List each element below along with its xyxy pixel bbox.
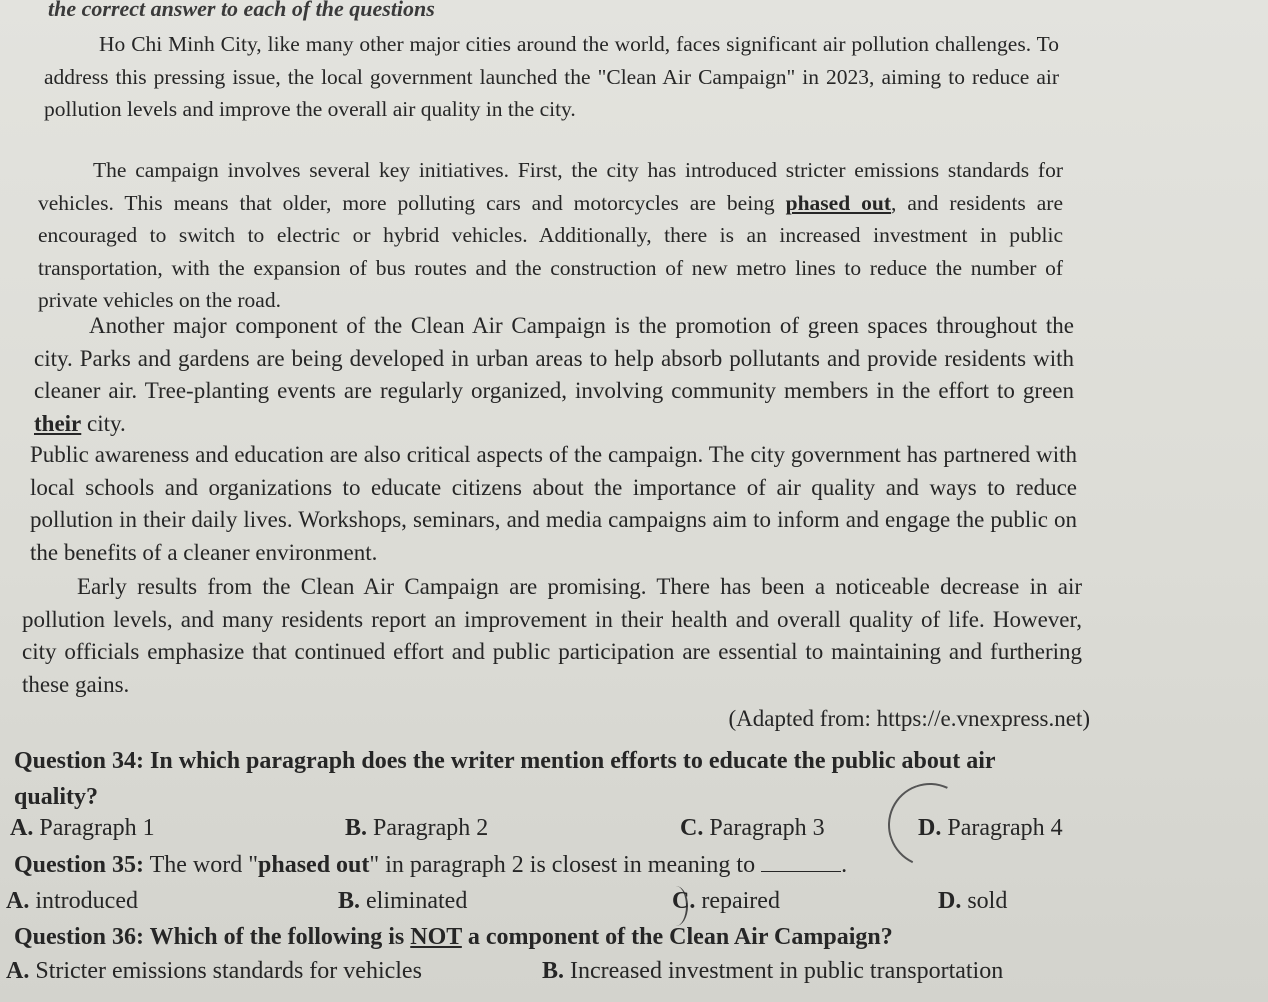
paragraph-3 bbox=[34, 310, 1074, 440]
option-text: Increased investment in public transportation bbox=[570, 958, 1004, 984]
instruction-header: the correct answer to each of the questions bbox=[48, 0, 435, 21]
question-35 bbox=[14, 852, 847, 879]
q34-option-d[interactable] bbox=[918, 815, 1063, 842]
option-text: Paragraph 4 bbox=[947, 815, 1063, 841]
paragraph-2-text-a: The campaign involves several key initiatives. First, the city has introduced stricter emissions standards for vehicles. This means that older, more polluting cars and motorcycles are being bbox=[38, 158, 1063, 215]
option-letter: B. bbox=[338, 888, 361, 914]
option-text: Paragraph 3 bbox=[709, 815, 825, 841]
q35-label: Question 35: bbox=[14, 852, 145, 878]
q34-option-b[interactable] bbox=[345, 815, 488, 842]
option-letter: A. bbox=[6, 888, 30, 914]
answer-blank bbox=[761, 871, 841, 872]
q35-option-a[interactable] bbox=[6, 888, 138, 915]
option-letter: D. bbox=[918, 815, 942, 841]
option-text: Paragraph 2 bbox=[373, 815, 489, 841]
source-citation: (Adapted from: https://e.vnexpress.net) bbox=[728, 706, 1090, 731]
option-text: Stricter emissions standards for vehicles bbox=[35, 958, 422, 984]
paragraph-4: Public awareness and education are also critical aspects of the campaign. The city government has partnered with local schools and organizations to educate citizens about the importance of air quality and ways to reduce pollution in their daily lives. Workshops, seminars, and media campaigns aim to inform and engage the public on the benefits of a cleaner environment. bbox=[30, 442, 1077, 565]
q36-option-b[interactable] bbox=[542, 958, 1003, 985]
q35-option-c[interactable] bbox=[672, 888, 780, 915]
option-letter: A. bbox=[6, 958, 30, 984]
q36-option-a[interactable] bbox=[6, 958, 422, 985]
q35-text-b: " in paragraph 2 is closest in meaning to bbox=[369, 852, 762, 878]
question-36 bbox=[14, 924, 893, 951]
option-text: sold bbox=[967, 888, 1008, 914]
q35-end: . bbox=[841, 852, 848, 878]
paragraph-3-text-a: Another major component of the Clean Air Campaign is the promotion of green spaces throughout the city. Parks and gardens are being developed in urban areas to help absorb pollutants and provide residents with cleaner air. Tree-planting events are regularly organized, involving community members in the effort to green bbox=[34, 313, 1074, 403]
option-letter: B. bbox=[542, 958, 565, 984]
paragraph-1: Ho Chi Minh City, like many other major cities around the world, faces significant air pollution challenges. To address this pressing issue, the local government launched the "Clean Air Campaign" in 2023, aiming to reduce air pollution levels and improve the overall air quality in the city. bbox=[44, 32, 1059, 121]
paragraph-2 bbox=[38, 154, 1063, 317]
paragraph-3-text-b: city. bbox=[81, 410, 126, 436]
option-text: repaired bbox=[701, 888, 780, 914]
option-text: eliminated bbox=[366, 888, 468, 914]
q34-option-c[interactable] bbox=[680, 815, 825, 842]
phased-out-term: phased out bbox=[785, 190, 892, 215]
q35-term: phased out bbox=[258, 852, 370, 878]
option-letter: D. bbox=[938, 888, 962, 914]
their-term: their bbox=[34, 410, 82, 436]
option-text: Paragraph 1 bbox=[39, 815, 155, 841]
q36-text-b: a component of the Clean Air Campaign? bbox=[461, 924, 893, 950]
q35-option-b[interactable] bbox=[338, 888, 467, 915]
option-text: introduced bbox=[35, 888, 138, 914]
option-letter: A. bbox=[10, 815, 34, 841]
option-letter: B. bbox=[345, 815, 368, 841]
q35-text-a: The word " bbox=[144, 852, 259, 878]
paragraph-5: Early results from the Clean Air Campaign are promising. There has been a noticeable decrease in air pollution levels, and many residents report an improvement in their health and overall quality of life. However, city officials emphasize that continued effort and public participation are essential to maintaining and furthering these gains. bbox=[22, 574, 1082, 697]
q36-text-a: Question 36: Which of the following is bbox=[14, 924, 411, 950]
paragraph-2-text-b: , and residents are encouraged to switch to electric or hybrid vehicles. Additionally, there is an increased investment in public transportation, with the expansion of bus routes and the construction of new metro lines to reduce the number of private vehicles on the road. bbox=[38, 190, 1063, 312]
option-letter: C. bbox=[672, 888, 696, 914]
q35-option-d[interactable] bbox=[938, 888, 1007, 915]
q34-option-a[interactable] bbox=[10, 815, 155, 842]
question-34: Question 34: In which paragraph does the writer mention efforts to educate the public about air quality? bbox=[14, 748, 996, 810]
q36-not: NOT bbox=[410, 924, 462, 950]
option-letter: C. bbox=[680, 815, 704, 841]
